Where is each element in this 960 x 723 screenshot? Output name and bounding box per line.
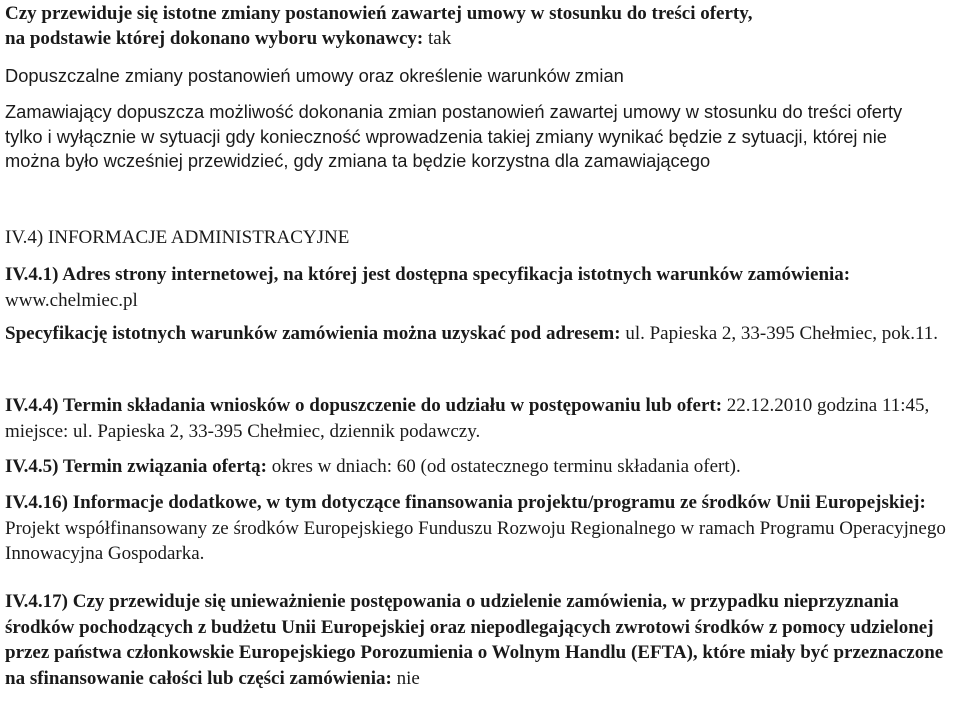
spec-website-paragraph [5, 262, 950, 314]
submission-deadline-paragraph [5, 393, 950, 445]
additional-info-label: IV.4.16) Informacje dodatkowe, w tym dotyczące finansowania projektu/programu ze środków Unii Europejskiej: [5, 492, 926, 513]
additional-info-paragraph [5, 490, 950, 567]
spec-website-label: IV.4.1) Adres strony internetowej, na której jest dostępna specyfikacja istotnych warunków zamówienia: [5, 264, 851, 285]
submission-deadline-label: IV.4.4) Termin składania wniosków o dopuszczenie do udziału w postępowaniu lub ofert: [5, 395, 723, 416]
bid-validity-label: IV.4.5) Termin związania ofertą: [5, 456, 267, 477]
allowed-changes-heading: Dopuszczalne zmiany postanowień umowy oraz określenie warunków zmian [5, 65, 624, 86]
spec-website-value: www.chelmiec.pl [5, 290, 138, 311]
change-question-line1: Czy przewiduje się istotne zmiany postanowień zawartej umowy w stosunku do treści oferty, [5, 3, 753, 24]
spec-address-label: Specyfikację istotnych warunków zamówienia można uzyskać pod adresem: [5, 323, 621, 344]
allowed-changes-body: Zamawiający dopuszcza możliwość dokonania zmian postanowień zawartej umowy w stosunku do treści oferty tylko i wyłącznie w sytuacji gdy konieczność wprowadzenia takiej zmiany wynikać będzie z sytuacji, której nie można było wcześniej przewidzieć, gdy zmiana ta będzie korzystna dla zamawiającego [5, 101, 903, 171]
change-question-line2 [5, 27, 451, 51]
submission-deadline-value: 22.12.2010 godzina 11:45, miejsce: ul. Papieska 2, 33-395 Chełmiec, dziennik podawczy. [5, 395, 930, 442]
bid-validity-value: okres w dniach: 60 (od ostatecznego terminu składania ofert). [271, 456, 741, 477]
cancellation-paragraph [5, 589, 950, 691]
spec-address-paragraph [5, 321, 950, 347]
change-question-answer: tak [428, 28, 452, 49]
cancellation-label: IV.4.17) Czy przewiduje się unieważnienie postępowania o udzielenie zamówienia, w przypadku nieprzyznania środków pochodzących z budżetu Unii Europejskiej oraz niepodlegających zwrotowi środków z pomocy udzielonej przez państwa członkowskie Europejskiego Porozumienia o Wolnym Handlu (EFTA), które miały być przeznaczone na sfinansowanie całości lub części zamówienia: [5, 591, 944, 689]
additional-info-value: Projekt współfinansowany ze środków Europejskiego Funduszu Rozwoju Regionalnego w ramach Programu Operacyjnego Innowacyjna Gospodarka. [5, 517, 946, 564]
spec-address-value: ul. Papieska 2, 33-395 Chełmiec, pok.11. [625, 323, 939, 344]
change-question-label: na podstawie której dokonano wyboru wykonawcy: [5, 28, 424, 49]
cancellation-value: nie [396, 667, 420, 689]
bid-validity-paragraph [5, 454, 950, 480]
admin-info-heading: IV.4) INFORMACJE ADMINISTRACYJNE [5, 227, 350, 248]
